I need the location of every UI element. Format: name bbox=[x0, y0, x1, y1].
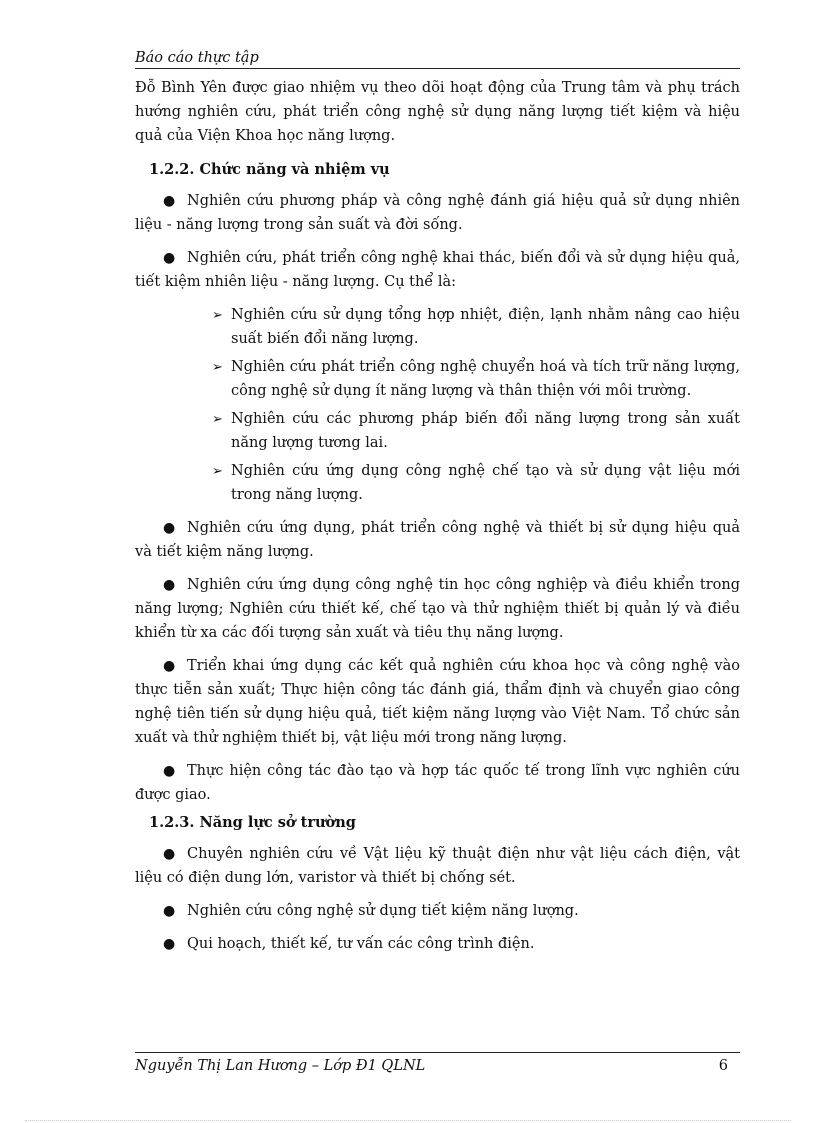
sub-list-item bbox=[212, 355, 740, 403]
bullet-dot-icon: ● bbox=[163, 250, 176, 266]
list-item bbox=[135, 759, 740, 807]
sub-list-item-text: Nghiên cứu phát triển công nghệ chuyển hoá và tích trữ năng lượng, công nghệ sử dụng ít năng lượng và thân thiện với môi trường. bbox=[231, 359, 740, 399]
list-item-text: Nghiên cứu, phát triển công nghệ khai thác, biến đổi và sử dụng hiệu quả, tiết kiệm nhiên liệu - năng lượng. Cụ thể là: bbox=[135, 250, 740, 290]
page-footer bbox=[135, 1056, 740, 1076]
list-item-text: Nghiên cứu ứng dụng công nghệ tin học công nghiệp và điều khiển trong năng lượng; Nghiên cứu thiết kế, chế tạo và thử nghiệm thiết bị quản lý và điều khiển từ xa các đối tượng sản xuất và tiêu thụ năng lượng. bbox=[135, 577, 740, 641]
list-item-text: Nghiên cứu ứng dụng, phát triển công nghệ và thiết bị sử dụng hiệu quả và tiết kiệm năng lượng. bbox=[135, 520, 740, 560]
list-item-text: Chuyên nghiên cứu về Vật liệu kỹ thuật điện như vật liệu cách điện, vật liệu có điện dung lớn, varistor và thiết bị chống sét. bbox=[135, 846, 740, 886]
bullet-dot-icon: ● bbox=[163, 846, 176, 862]
running-header: Báo cáo thực tập bbox=[135, 50, 259, 66]
sub-list-item bbox=[212, 303, 740, 351]
document-body bbox=[135, 76, 740, 965]
footer-rule bbox=[135, 1052, 740, 1053]
sub-list-item-text: Nghiên cứu sử dụng tổng hợp nhiệt, điện, lạnh nhằm nâng cao hiệu suất biến đổi năng lượng. bbox=[231, 307, 740, 347]
list-item-text: Nghiên cứu công nghệ sử dụng tiết kiệm năng lượng. bbox=[187, 903, 579, 919]
bullet-dot-icon: ● bbox=[163, 658, 176, 674]
bullet-dot-icon: ● bbox=[163, 577, 176, 593]
list-item bbox=[135, 516, 740, 564]
section-heading-1-2-3: 1.2.3. Năng lực sở trường bbox=[149, 814, 356, 831]
list-item-text: Thực hiện công tác đào tạo và hợp tác quốc tế trong lĩnh vực nghiên cứu được giao. bbox=[135, 763, 740, 803]
list-item bbox=[135, 654, 740, 750]
document-page bbox=[135, 0, 740, 1123]
sub-list-item-text: Nghiên cứu ứng dụng công nghệ chế tạo và sử dụng vật liệu mới trong năng lượng. bbox=[231, 463, 740, 503]
page-number: 6 bbox=[718, 1058, 728, 1074]
arrowhead-icon: ➢ bbox=[212, 412, 223, 427]
bullet-dot-icon: ● bbox=[163, 936, 176, 952]
list-item-text: Triển khai ứng dụng các kết quả nghiên cứu khoa học và công nghệ vào thực tiễn sản xuất; Thực hiện công tác đánh giá, thẩm định và chuyển giao công nghệ tiên tiến sử dụng hiệu quả, tiết kiệm năng lượng vào Việt Nam. Tổ chức sản xuất và thử nghiệm thiết bị, vật liệu mới trong năng lượng. bbox=[135, 658, 740, 746]
list-item bbox=[135, 573, 740, 645]
bullet-dot-icon: ● bbox=[163, 903, 176, 919]
bullet-dot-icon: ● bbox=[163, 193, 176, 209]
list-item bbox=[135, 899, 740, 923]
sub-list-item bbox=[212, 459, 740, 507]
header-rule bbox=[135, 68, 740, 69]
sub-list-item-text: Nghiên cứu các phương pháp biến đổi năng lượng trong sản xuất năng lượng tương lai. bbox=[231, 411, 740, 451]
list-item-text: Nghiên cứu phương pháp và công nghệ đánh giá hiệu quả sử dụng nhiên liệu - năng lượng trong sản suất và đời sống. bbox=[135, 193, 740, 233]
arrowhead-icon: ➢ bbox=[212, 360, 223, 375]
page-boundary bbox=[25, 1120, 791, 1121]
intro-paragraph: Đỗ Bình Yên được giao nhiệm vụ theo dõi hoạt động của Trung tâm và phụ trách hướng nghiên cứu, phát triển công nghệ sử dụng năng lượng tiết kiệm và hiệu quả của Viện Khoa học năng lượng. bbox=[135, 80, 740, 144]
list-item-text: Qui hoạch, thiết kế, tư vấn các công trình điện. bbox=[187, 936, 535, 952]
section-heading-1-2-2: 1.2.2. Chức năng và nhiệm vụ bbox=[149, 161, 390, 178]
arrowhead-icon: ➢ bbox=[212, 464, 223, 479]
bullet-dot-icon: ● bbox=[163, 520, 176, 536]
list-item bbox=[135, 842, 740, 890]
list-item bbox=[135, 189, 740, 237]
footer-author: Nguyễn Thị Lan Hương – Lớp Đ1 QLNL bbox=[135, 1058, 426, 1074]
list-item bbox=[135, 932, 740, 956]
sub-list-item bbox=[212, 407, 740, 455]
bullet-dot-icon: ● bbox=[163, 763, 176, 779]
arrowhead-icon: ➢ bbox=[212, 308, 223, 323]
list-item bbox=[135, 246, 740, 294]
